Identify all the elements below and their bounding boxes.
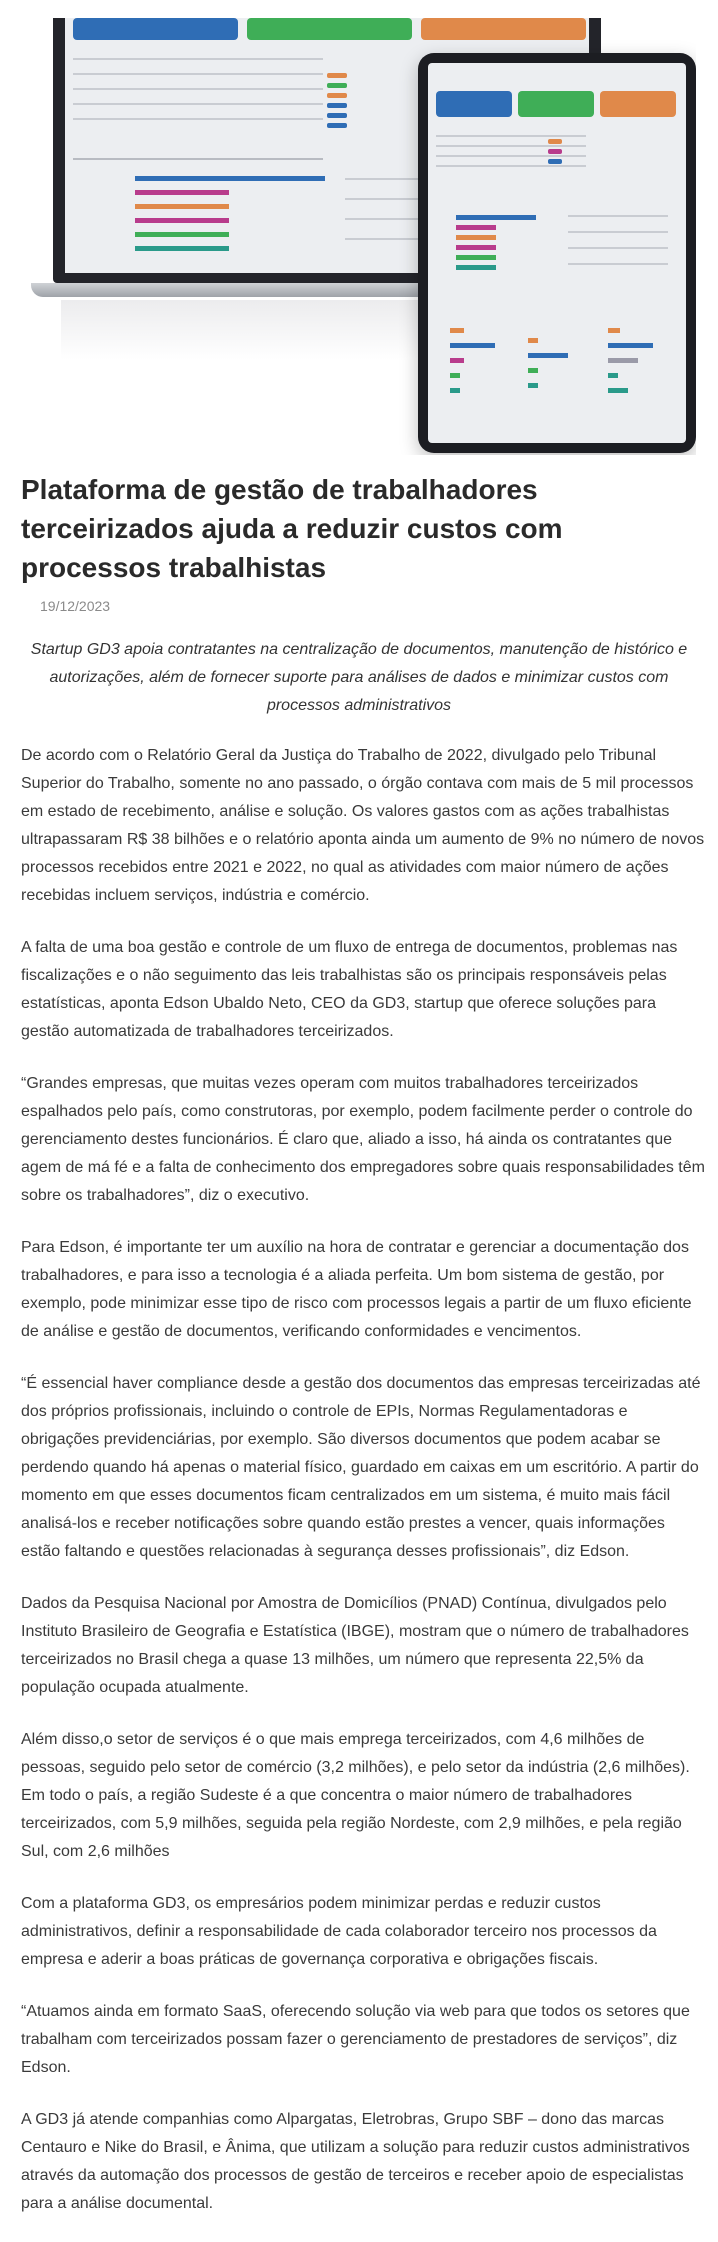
hero-image bbox=[21, 18, 696, 455]
article-paragraph: Além disso,o setor de serviços é o que mais emprega terceirizados, com 4,6 milhões de pessoas, seguido pelo setor de comércio (3,2 milhões), e pelo setor da indústria (2,6 milhões). Em todo o país, a região Sudeste é a que concentra o maior número de trabalhadores terceirizados, com 5,9 milhões, seguida pela região Nordeste, com 2,9 milhões, e pela região Sul, com 2,6 milhões bbox=[21, 1731, 690, 1860]
article-title: Plataforma de gestão de trabalhadores terceirizados ajuda a reduzir custos com processos trabalhistas bbox=[21, 474, 563, 583]
article-date: 19/12/2023 bbox=[40, 598, 111, 614]
article-paragraph: Com a plataforma GD3, os empresários podem minimizar perdas e reduzir custos administrativos, definir a responsabilidade de cada colaborador terceiro nos processos da empresa e aderir a boas práticas de governança corporativa e obrigações fiscais. bbox=[21, 1895, 657, 1968]
article-paragraph: De acordo com o Relatório Geral da Justiça do Trabalho de 2022, divulgado pelo Tribunal Superior do Trabalho, somente no ano passado, o órgão contava com mais de 5 mil processos em estado de recebimento, análise e solução. Os valores gastos com as ações trabalhistas ultrapassaram R$ 38 bilhões e o relatório aponta ainda um aumento de 9% no número de novos processos recebidos entre 2021 e 2022, no qual as atividades com maior número de ações recebidas incluem serviços, indústria e comércio. bbox=[21, 747, 705, 904]
tablet-dashboard bbox=[428, 63, 686, 443]
article-lede: Startup GD3 apoia contratantes na centralização de documentos, manutenção de histórico e autorizações, além de fornecer suporte para análises de dados e minimizar custos com processos administrativos bbox=[30, 641, 688, 714]
article-paragraph: Para Edson, é importante ter um auxílio na hora de contratar e gerenciar a documentação dos trabalhadores, e para isso a tecnologia é a aliada perfeita. Um bom sistema de gestão, por exemplo, pode minimizar esse tipo de risco com processos legais a partir de um fluxo eficiente de análise e gestão de documentos, verificando conformidades e vencimentos. bbox=[21, 1239, 692, 1340]
article-paragraph: A GD3 já atende companhias como Alpargatas, Eletrobras, Grupo SBF – dono das marcas Centauro e Nike do Brasil, e Ânima, que utilizam a solução para reduzir custos administrativos através da automação dos processos de gestão de terceiros e receber apoio de especialistas para a análise documental. bbox=[21, 2111, 690, 2212]
article-paragraph: “É essencial haver compliance desde a gestão dos documentos das empresas terceirizadas até dos próprios profissionais, incluindo o controle de EPIs, Normas Regulamentadoras e obrigações previdenciárias, por exemplo. São diversos documentos que podem acabar se perdendo quando há apenas o material físico, guardado em caixas em um escritório. A partir do momento em que esses documentos ficam centralizados em um sistema, é muito mais fácil analisá-los e receber notificações sobre quando estão prestes a vencer, quais informações estão faltando e questões relacionadas à segurança desses profissionais”, diz Edson. bbox=[21, 1375, 701, 1560]
tablet-illustration bbox=[418, 53, 696, 453]
article-paragraph: Dados da Pesquisa Nacional por Amostra de Domicílios (PNAD) Contínua, divulgados pelo Instituto Brasileiro de Geografia e Estatística (IBGE), mostram que o número de trabalhadores terceirizados no Brasil chega a quase 13 milhões, um número que representa 22,5% da população ocupada atualmente. bbox=[21, 1595, 689, 1696]
article-paragraph: “Atuamos ainda em formato SaaS, oferecendo solução via web para que todos os setores que trabalham com terceirizados possam fazer o gerenciamento de prestadores de serviços”, diz Edson. bbox=[21, 2003, 690, 2076]
article-paragraph: “Grandes empresas, que muitas vezes operam com muitos trabalhadores terceirizados espalhados pelo país, como construtoras, por exemplo, podem facilmente perder o controle do gerenciamento destes funcionários. É claro que, aliado a isso, há ainda os contratantes que agem de má fé e a falta de conhecimento dos empregadores sobre quais responsabilidades têm sobre os trabalhadores”, diz o executivo. bbox=[21, 1075, 705, 1204]
article-body bbox=[21, 742, 705, 2242]
article-paragraph: A falta de uma boa gestão e controle de um fluxo de entrega de documentos, problemas nas fiscalizações e o não seguimento das leis trabalhistas são os principais responsáveis pelas estatísticas, aponta Edson Ubaldo Neto, CEO da GD3, startup que oferece soluções para gestão automatizada de trabalhadores terceirizados. bbox=[21, 939, 678, 1040]
